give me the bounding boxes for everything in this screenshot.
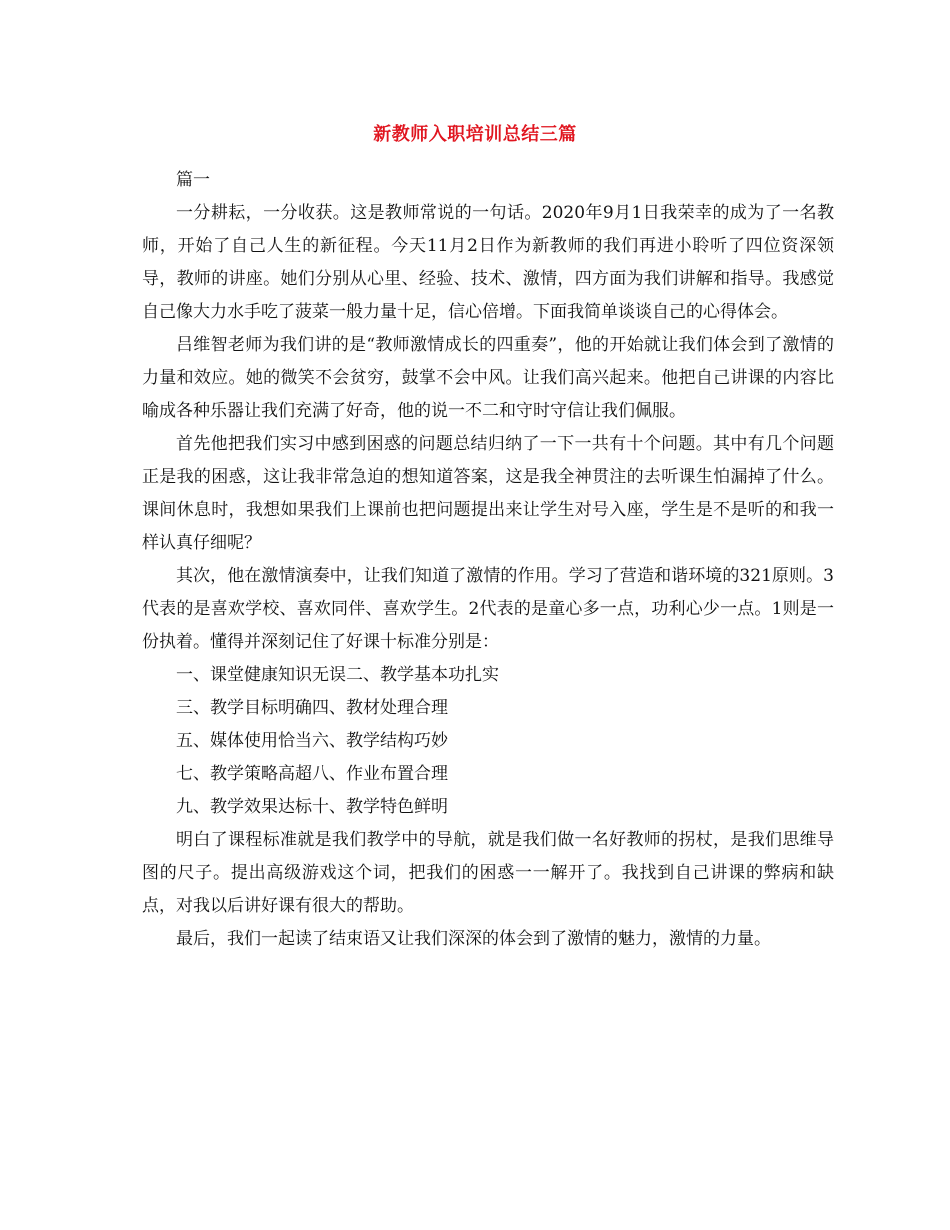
paragraph: 一分耕耘，一分收获。这是教师常说的一句话。2020年9月1日我荣幸的成为了一名教师，开始了自己人生的新征程。今天11月2日作为新教师的我们再进小聆听了四位资深领导，教师的讲座。她们分别从心里、经验、技术、激情，四方面为我们讲解和指导。我感觉自己像大力水手吃了菠菜一般力量十足，信心倍增。下面我简单谈谈自己的心得体会。 [142, 203, 834, 322]
paragraph: 明白了课程标准就是我们教学中的导航，就是我们做一名好教师的拐杖，是我们思维导图的尺子。提出高级游戏这个词，把我们的困惑一一解开了。我找到自己讲课的弊病和缺点，对我以后讲好课有很大的帮助。 [142, 830, 834, 916]
standard-item: 九、教学效果达标十、教学特色鲜明 [176, 797, 448, 817]
standard-item: 三、教学目标明确四、教材处理合理 [176, 698, 448, 718]
document-body [142, 164, 834, 956]
paragraph: 首先他把我们实习中感到困惑的问题总结归纳了一下一共有十个问题。其中有几个问题正是我的困惑，这让我非常急迫的想知道答案，这是我全神贯注的去听课生怕漏掉了什么。课间休息时，我想如果我们上课前也把问题提出来让学生对号入座，学生是不是听的和我一样认真仔细呢？ [142, 434, 834, 553]
standard-item: 七、教学策略高超八、作业布置合理 [176, 764, 448, 784]
paragraph: 吕维智老师为我们讲的是“教师激情成长的四重奏”，他的开始就让我们体会到了激情的力量和效应。她的微笑不会贫穷，鼓掌不会中风。让我们高兴起来。他把自己讲课的内容比喻成各种乐器让我们充满了好奇，他的说一不二和守时守信让我们佩服。 [142, 335, 834, 421]
document-title: 新教师入职培训总结三篇 [373, 124, 577, 145]
paragraph: 最后，我们一起读了结束语又让我们深深的体会到了激情的魅力，激情的力量。 [176, 929, 771, 949]
standard-item: 五、媒体使用恰当六、教学结构巧妙 [176, 731, 448, 751]
paragraph: 其次，他在激情演奏中，让我们知道了激情的作用。学习了营造和谐环境的321原则。3代表的是喜欢学校、喜欢同伴、喜欢学生。2代表的是童心多一点，功利心少一点。1则是一份执着。懂得并深刻记住了好课十标准分别是： [142, 566, 834, 652]
standard-item: 一、课堂健康知识无误二、教学基本功扎实 [176, 665, 499, 685]
section-label: 篇一 [176, 170, 210, 190]
